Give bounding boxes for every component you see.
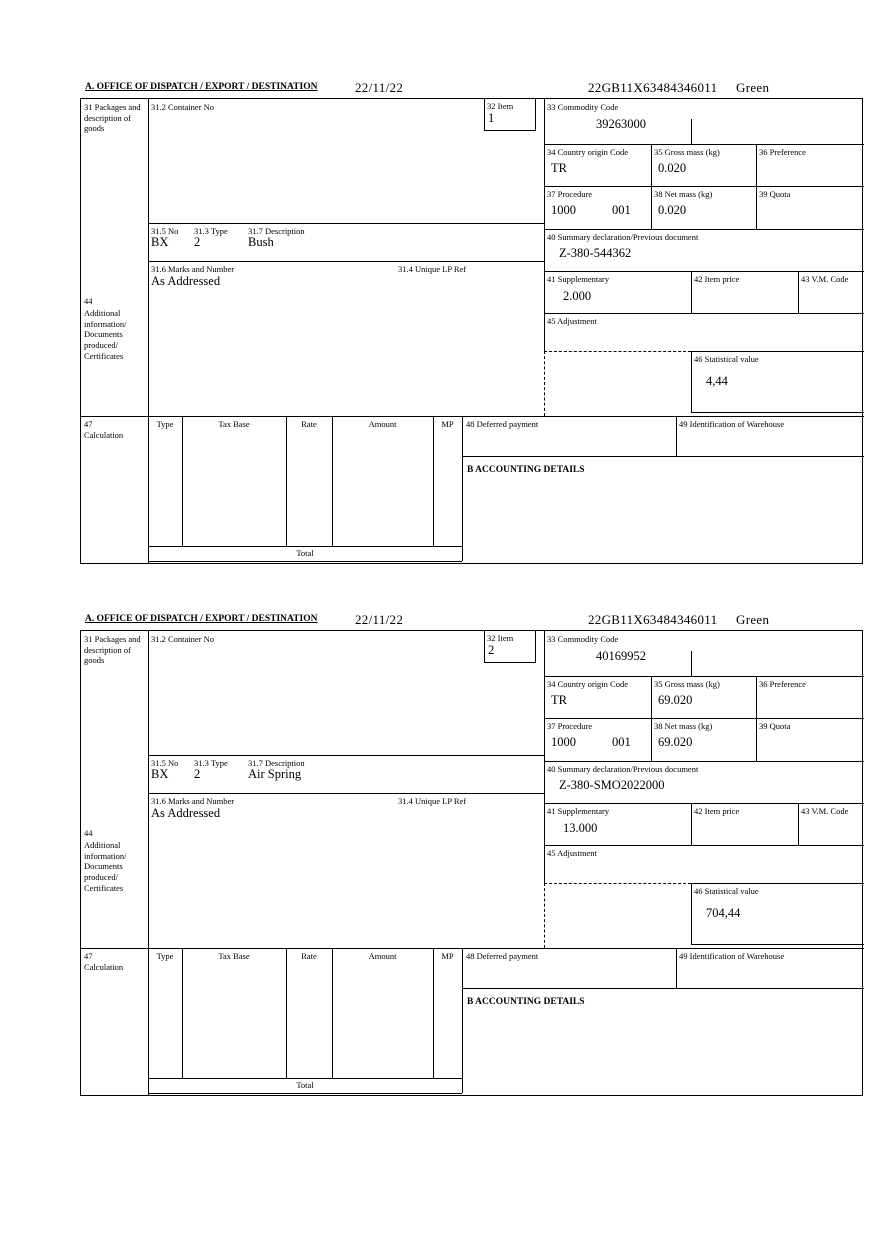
package-count: 2 [194, 235, 201, 249]
label-accounting-details: B ACCOUNTING DETAILS [467, 465, 585, 475]
label-42-item-price: 42 Item price [694, 806, 740, 816]
tax-col-base: Tax Base [218, 951, 250, 961]
declaration-date: 22/11/22 [355, 612, 404, 627]
grid-line [148, 631, 149, 1095]
office-of-dispatch-heading: A. OFFICE OF DISPATCH / EXPORT / DESTINATION [85, 614, 318, 624]
label-31-4-lp-ref: 31.4 Unique LP Ref [398, 264, 467, 274]
procedure-code-2: 001 [612, 203, 631, 217]
label-31-packages: 31 Packages and description of goods [84, 102, 141, 134]
tax-col-amount: Amount [368, 419, 397, 429]
label-46-statistical: 46 Statistical value [694, 886, 759, 896]
grid-line [798, 803, 799, 845]
label-31-6-marks: 31.6 Marks and Number [151, 264, 235, 274]
label-31-7-description: 31.7 Description [248, 758, 305, 768]
grid-line [691, 271, 692, 313]
grid-line [544, 144, 864, 145]
commodity-code-tick [691, 119, 692, 144]
package-kind: BX [151, 235, 169, 249]
item-block-2 [80, 612, 863, 1098]
grid-line [462, 988, 864, 989]
declaration-date: 22/11/22 [355, 80, 404, 95]
tax-col-rate: Rate [301, 951, 317, 961]
grid-line [148, 223, 544, 224]
label-31-2-container: 31.2 Container No [151, 102, 215, 112]
grid-line [433, 416, 434, 546]
label-36-preference: 36 Preference [759, 147, 806, 157]
label-33-commodity: 33 Commodity Code [547, 634, 619, 644]
label-35-gross: 35 Gross mass (kg) [654, 147, 720, 157]
label-45-adjustment: 45 Adjustment [547, 316, 597, 326]
grid-line [148, 261, 544, 262]
label-34-country: 34 Country origin Code [547, 679, 628, 689]
label-34-country: 34 Country origin Code [547, 147, 628, 157]
grid-line [433, 948, 434, 1078]
commodity-code: 40169952 [596, 649, 646, 663]
mrn-number: 22GB11X63484346011 [588, 612, 718, 627]
grid-line [332, 416, 333, 546]
grid-line [81, 416, 864, 417]
label-32-item: 32 Item [487, 101, 514, 111]
item-number: 1 [488, 111, 495, 125]
declaration-form-box [80, 98, 863, 564]
tax-col-mp: MP [441, 951, 454, 961]
grid-line [462, 948, 463, 1093]
procedure-code: 1000 [551, 735, 576, 749]
routing-status: Green [736, 80, 770, 95]
grid-line [462, 456, 864, 457]
grid-line [798, 271, 799, 313]
supplementary-units: 2.000 [563, 289, 592, 303]
label-31-5-no: 31.5 No [151, 758, 179, 768]
package-kind: BX [151, 767, 169, 781]
grid-line [544, 803, 864, 804]
label-39-quota: 39 Quota [759, 189, 791, 199]
label-31-2-container: 31.2 Container No [151, 634, 215, 644]
label-31-packages: 31 Packages and description of goods [84, 634, 141, 666]
net-mass: 69.020 [658, 735, 693, 749]
grid-line [651, 676, 652, 761]
item-number: 2 [488, 643, 495, 657]
grid-line [182, 948, 183, 1078]
label-44-text: Additional information/ Documents produced/ Certificates [84, 840, 127, 893]
label-40-summary: 40 Summary declaration/Previous document [547, 764, 699, 774]
label-43-vm-code: 43 V.M. Code [801, 806, 849, 816]
label-31-6-marks: 31.6 Marks and Number [151, 796, 235, 806]
label-31-3-type: 31.3 Type [194, 226, 228, 236]
gross-mass: 0.020 [658, 161, 687, 175]
statistical-value: 704,44 [706, 906, 741, 920]
tax-total-label: Total [296, 1080, 314, 1090]
package-count: 2 [194, 767, 201, 781]
label-33-commodity: 33 Commodity Code [547, 102, 619, 112]
label-48-deferred: 48 Deferred payment [466, 419, 539, 429]
grid-line [676, 948, 677, 988]
marks-value: As Addressed [151, 274, 221, 288]
tax-col-mp: MP [441, 419, 454, 429]
grid-line-dashed [544, 351, 545, 416]
procedure-code-2: 001 [612, 735, 631, 749]
tax-col-rate: Rate [301, 419, 317, 429]
country-origin: TR [551, 161, 567, 175]
label-38-net: 38 Net mass (kg) [654, 189, 713, 199]
grid-line [544, 718, 864, 719]
label-43-vm-code: 43 V.M. Code [801, 274, 849, 284]
office-of-dispatch-heading: A. OFFICE OF DISPATCH / EXPORT / DESTINATION [85, 82, 318, 92]
label-38-net: 38 Net mass (kg) [654, 721, 713, 731]
label-46-statistical: 46 Statistical value [694, 354, 759, 364]
label-47-number: 47 [84, 419, 93, 429]
goods-description: Bush [248, 235, 274, 249]
label-42-item-price: 42 Item price [694, 274, 740, 284]
grid-line [756, 676, 757, 761]
country-origin: TR [551, 693, 567, 707]
statistical-value: 4,44 [706, 374, 728, 388]
label-47-text: Calculation [84, 962, 124, 972]
goods-description: Air Spring [248, 767, 302, 781]
label-36-preference: 36 Preference [759, 679, 806, 689]
label-accounting-details: B ACCOUNTING DETAILS [467, 997, 585, 1007]
label-45-adjustment: 45 Adjustment [547, 848, 597, 858]
label-47-text: Calculation [84, 430, 124, 440]
label-37-procedure: 37 Procedure [547, 721, 593, 731]
supplementary-units: 13.000 [563, 821, 598, 835]
grid-line [81, 948, 864, 949]
label-31-4-lp-ref: 31.4 Unique LP Ref [398, 796, 467, 806]
grid-line [182, 416, 183, 546]
label-47-number: 47 [84, 951, 93, 961]
tax-col-type: Type [156, 419, 174, 429]
grid-line [544, 186, 864, 187]
label-31-3-type: 31.3 Type [194, 758, 228, 768]
grid-line [676, 416, 677, 456]
label-41-supplementary: 41 Supplementary [547, 274, 610, 284]
tax-col-type: Type [156, 951, 174, 961]
grid-line [544, 271, 864, 272]
tax-col-base: Tax Base [218, 419, 250, 429]
commodity-code-tick [691, 651, 692, 676]
grid-line-dashed [544, 883, 691, 884]
label-32-item: 32 Item [487, 633, 514, 643]
grid-line [544, 676, 864, 677]
label-44-text: Additional information/ Documents produced/ Certificates [84, 308, 127, 361]
label-31-5-no: 31.5 No [151, 226, 179, 236]
label-37-procedure: 37 Procedure [547, 189, 593, 199]
grid-line [691, 803, 692, 845]
procedure-code: 1000 [551, 203, 576, 217]
mrn-number: 22GB11X63484346011 [588, 80, 718, 95]
item-block-1 [80, 80, 863, 566]
grid-line [148, 561, 462, 562]
grid-line [544, 845, 864, 846]
grid-line [148, 1078, 462, 1079]
grid-line [286, 948, 287, 1078]
grid-line [148, 793, 544, 794]
grid-line-dashed [544, 351, 691, 352]
grid-line [148, 99, 149, 563]
label-40-summary: 40 Summary declaration/Previous document [547, 232, 699, 242]
label-49-warehouse: 49 Identification of Warehouse [679, 951, 785, 961]
grid-line [544, 313, 864, 314]
declaration-form-box [80, 630, 863, 1096]
label-41-supplementary: 41 Supplementary [547, 806, 610, 816]
label-39-quota: 39 Quota [759, 721, 791, 731]
grid-line [148, 755, 544, 756]
grid-line-dashed [544, 883, 545, 948]
label-31-7-description: 31.7 Description [248, 226, 305, 236]
grid-line [651, 144, 652, 229]
marks-value: As Addressed [151, 806, 221, 820]
grid-line [544, 229, 864, 230]
grid-line [332, 948, 333, 1078]
gross-mass: 69.020 [658, 693, 693, 707]
label-44-number: 44 [84, 296, 93, 306]
tax-col-amount: Amount [368, 951, 397, 961]
summary-declaration: Z-380-SMO2022000 [559, 778, 665, 792]
summary-declaration: Z-380-544362 [559, 246, 632, 260]
routing-status: Green [736, 612, 770, 627]
grid-line [148, 1093, 462, 1094]
grid-line [756, 144, 757, 229]
label-44-number: 44 [84, 828, 93, 838]
commodity-code: 39263000 [596, 117, 646, 131]
label-35-gross: 35 Gross mass (kg) [654, 679, 720, 689]
tax-total-label: Total [296, 548, 314, 558]
grid-line [286, 416, 287, 546]
label-49-warehouse: 49 Identification of Warehouse [679, 419, 785, 429]
grid-line [148, 546, 462, 547]
net-mass: 0.020 [658, 203, 687, 217]
grid-line [544, 761, 864, 762]
label-48-deferred: 48 Deferred payment [466, 951, 539, 961]
grid-line [462, 416, 463, 561]
